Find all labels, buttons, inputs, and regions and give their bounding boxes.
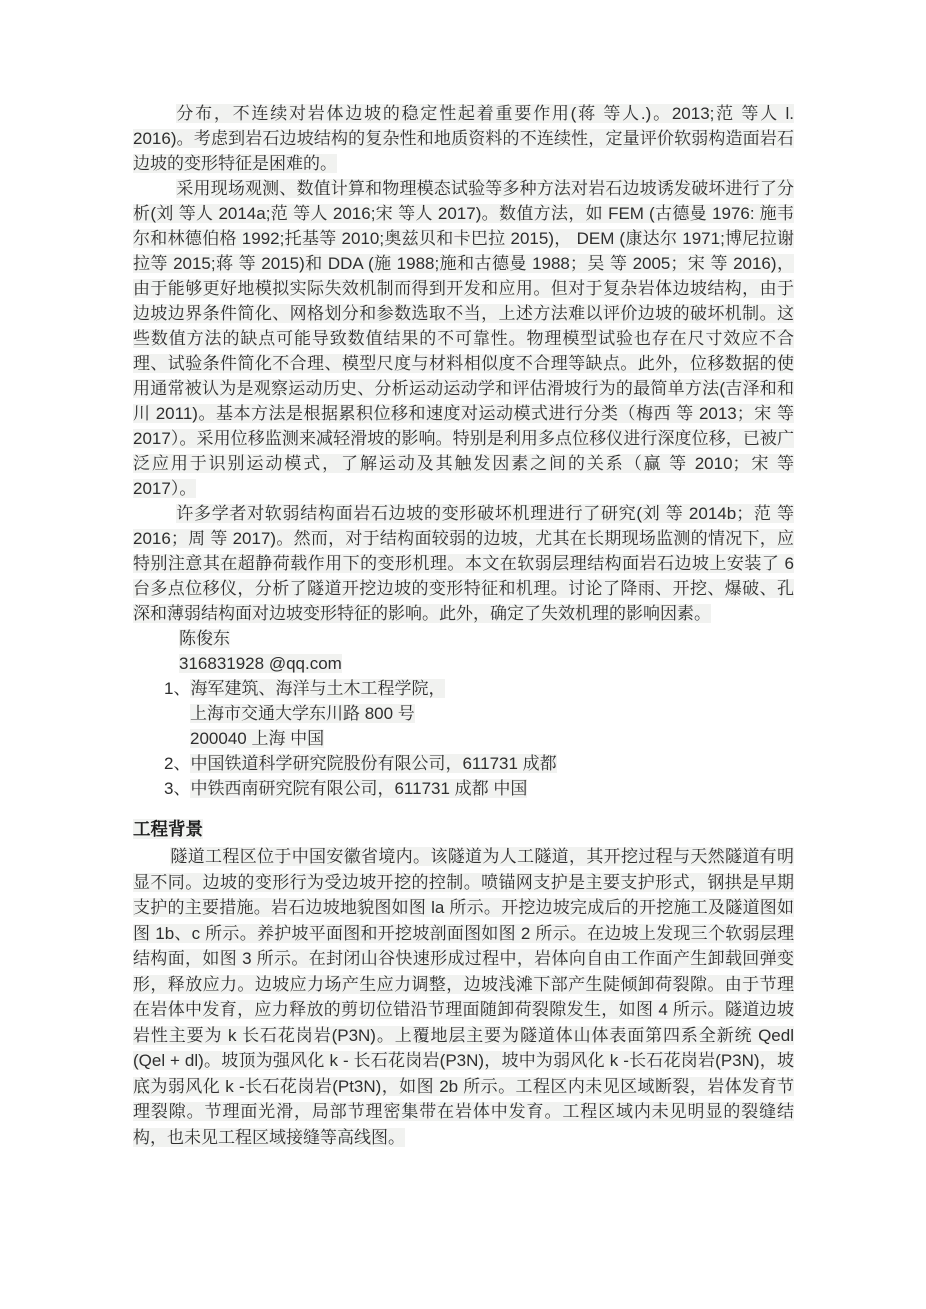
author-line [133, 676, 794, 701]
paragraph-text: 许多学者对软弱结构面岩石边坡的变形破坏机理进行了研究(刘 等 2014b；范 等 2016；周 等 2017)。然而，对于结构面较弱的边坡，尤其在长期现场监测的情况下，应特别注意其在超静荷载作用下的变形机理。本文在软弱层理结构面岩石边坡上安装了 6 台多点位移仪，分析了隧道开挖边坡的变形特征和机理。讨论了降雨、开挖、爆破、孔深和薄弱结构面对边坡变形特征的影响。此外，确定了失效机理的影响因素。 [133, 504, 794, 623]
author-line-text: 中国铁道科学研究院股份有限公司，611731 成都 [190, 754, 557, 773]
list-number: 2、 [164, 754, 191, 773]
author-line [133, 701, 794, 726]
author-line-text: 200040 上海 中国 [190, 729, 325, 748]
author-line-text: 上海市交通大学东川路 800 号 [190, 704, 415, 723]
section-heading [133, 817, 794, 842]
paragraph-text: 分布，不连续对岩体边坡的稳定性起着重要作用(蒋 等人.)。2013;范 等人 l. 2016)。考虑到岩石边坡结构的复杂性和地质资料的不连续性，定量评价软弱构造面岩石边坡的变形特征是困难的。 [133, 104, 794, 173]
author-line-text: 中铁西南研究院有限公司，611731 成都 中国 [190, 779, 528, 798]
author-line-text: 316831928 @qq.com [179, 654, 342, 673]
paragraph [133, 501, 794, 626]
list-number: 3、 [164, 779, 191, 798]
author-line-text: 陈俊东 [179, 629, 230, 648]
section-paragraph-text: 隧道工程区位于中国安徽省境内。该隧道为人工隧道，其开挖过程与天然隧道有明显不同。边坡的变形行为受边坡开挖的控制。喷锚网支护是主要支护形式，钢拱是早期支护的主要措施。岩石边坡地貌图如图 la 所示。开挖边坡完成后的开挖施工及隧道图如图 1b、c 所示。养护坡平面图和开挖坡剖面图如图 2 所示。在边坡上发现三个软弱层理结构面，如图 3 所示。在封闭山谷快速形成过程中，岩体向自由工作面产生卸载回弹变形，释放应力。边坡应力场产生应力调整，边坡浅滩下部产生陡倾卸荷裂隙。由于节理在岩体中发育，应力释放的剪切位错沿节理面随卸荷裂隙发生，如图 4 所示。隧道边坡岩性主要为 k 长石花岗岩(P3N)。上覆地层主要为隧道体山体表面第四系全新统 Qedl (Qel + dl)。坡顶为强风化 k - 长石花岗岩(P3N)，坡中为弱风化 k -长石花岗岩(P3N)，坡底为弱风化 k -长石花岗岩(Pt3N)，如图 2b 所示。工程区内未见区域断裂，岩体发育节理裂隙。节理面光滑，局部节理密集带在岩体中发育。工程区域内未见明显的裂缝结构，也未见工程区域接缝等高线图。 [133, 847, 794, 1147]
author-line [133, 651, 794, 676]
section-paragraph [133, 844, 794, 1150]
author-line-text: 海军建筑、海洋与土木工程学院， [190, 679, 446, 698]
section-heading-text: 工程背景 [133, 819, 203, 839]
author-line [133, 751, 794, 776]
paragraph [133, 176, 794, 501]
author-line [133, 626, 794, 651]
author-line [133, 726, 794, 751]
author-line [133, 776, 794, 801]
list-number: 1、 [164, 679, 191, 698]
intro-paragraphs [133, 101, 794, 626]
paragraph [133, 101, 794, 176]
author-affiliation-block [133, 626, 794, 801]
document-content [133, 101, 794, 1150]
paragraph-text: 采用现场观测、数值计算和物理模态试验等多种方法对岩石边坡诱发破坏进行了分析(刘 等人 2014a;范 等人 2016;宋 等人 2017)。数值方法，如 FEM (古德曼 1976: 施韦尔和林德伯格 1992;托基等 2010;奥兹贝和卡巴拉 2015)， DEM (康达尔 1971;博尼拉谢拉等 2015;蒋 等 2015)和 DDA (施 1988;施和古德曼 1988；吴 等 2005；宋 等 2016)，由于能够更好地模拟实际失效机制而得到开发和应用。但对于复杂岩体边坡结构，由于边坡边界条件简化、网格划分和参数选取不当，上述方法难以评价边坡的破坏机制。这些数值方法的缺点可能导致数值结果的不可靠性。物理模型试验也存在尺寸效应不合理、试验条件简化不合理、模型尺度与材料相似度不合理等缺点。此外，位移数据的使用通常被认为是观察运动历史、分析运动运动学和评估滑坡行为的最简单方法(吉泽和和川 2011)。基本方法是根据累积位移和速度对运动模式进行分类（梅西 等 2013；宋 等 2017）。采用位移监测来减轻滑坡的影响。特别是利用多点位移仪进行深度位移，已被广泛应用于识别运动模式，了解运动及其触发因素之间的关系（赢 等 2010；宋 等 2017）。 [133, 179, 794, 498]
